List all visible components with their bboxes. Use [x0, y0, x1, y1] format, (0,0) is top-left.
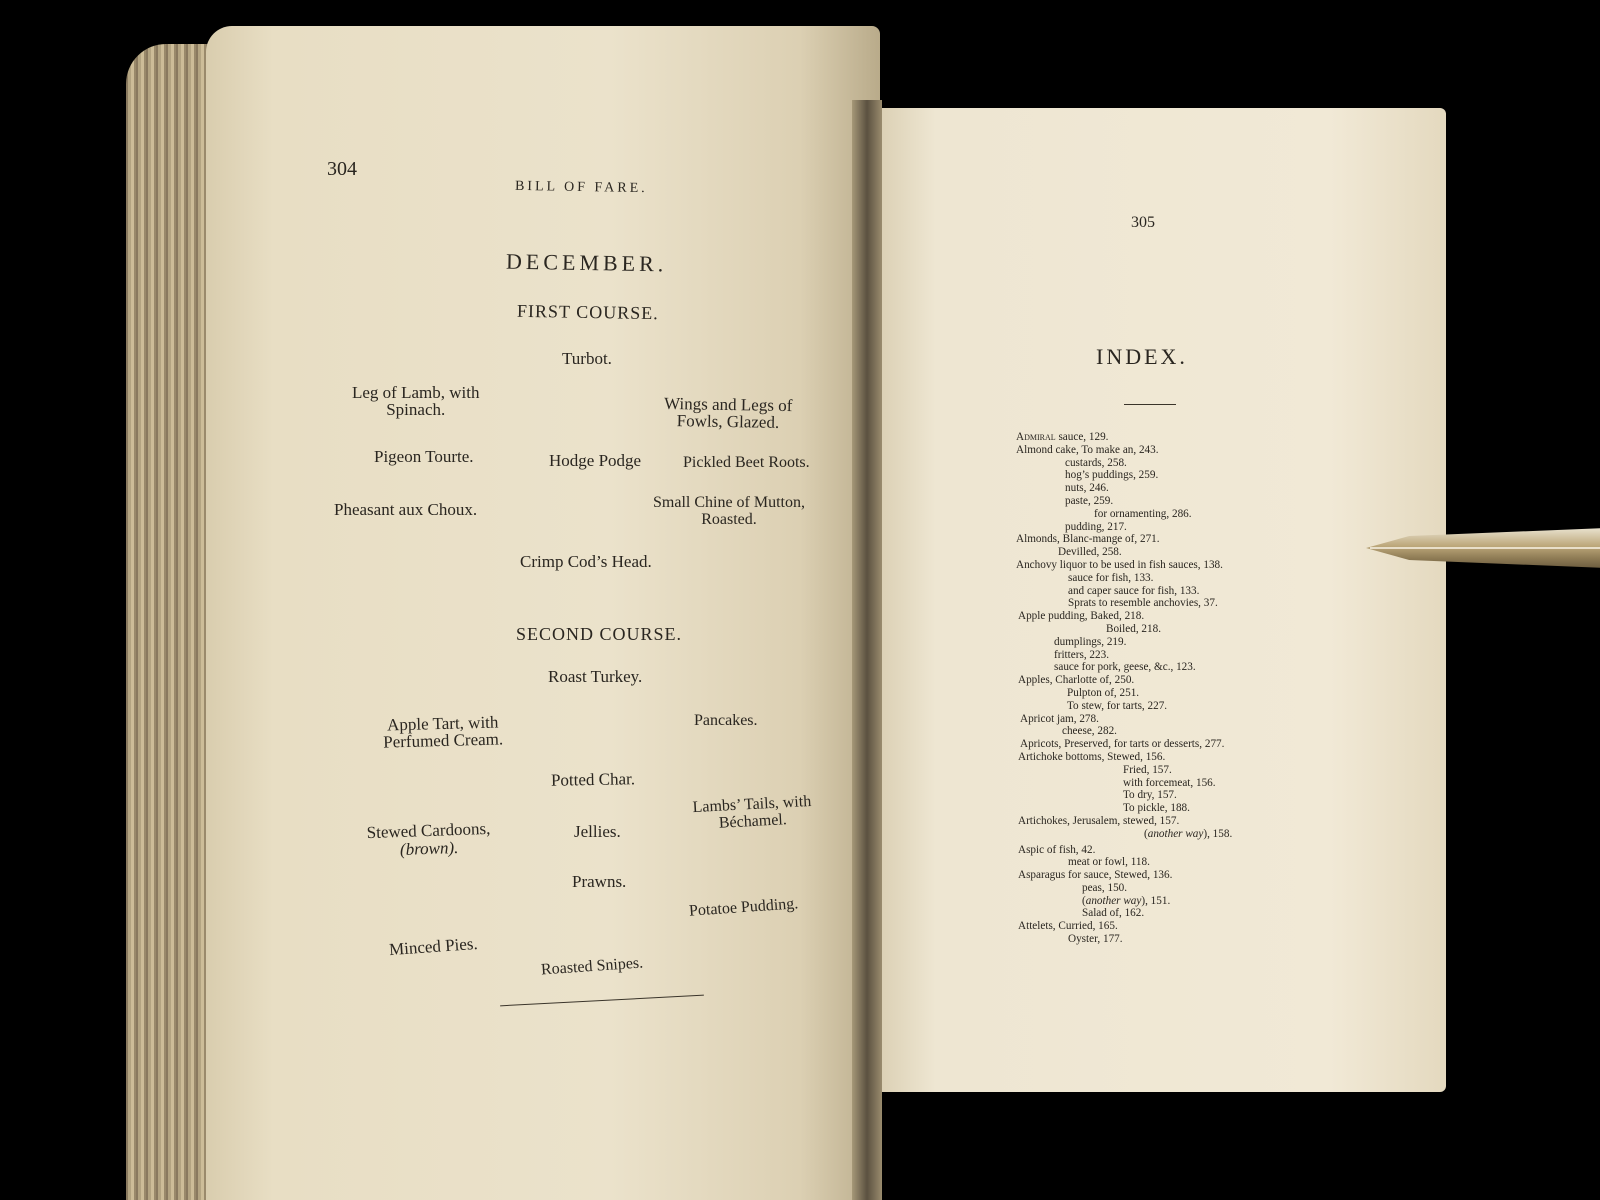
left-page-number: 304	[327, 158, 357, 180]
index-entry: for ornamenting, 286.	[1094, 507, 1192, 520]
index-italic: another way	[1085, 894, 1142, 907]
dish-apple-tart	[383, 713, 504, 750]
dish-pancakes: Pancakes.	[694, 712, 758, 729]
index-entry: hog’s puddings, 259.	[1065, 469, 1159, 482]
dish-roasted-snipes: Roasted Snipes.	[540, 954, 644, 979]
index-entry	[1016, 828, 1232, 841]
index-entry: dumplings, 219.	[1054, 635, 1127, 648]
index-entry: Attelets, Curried, 165.	[1018, 920, 1118, 933]
month-heading: DECEMBER.	[505, 248, 668, 277]
index-entry: Almond cake, To make an, 243.	[1016, 443, 1159, 456]
index-entry: Artichokes, Jerusalem, stewed, 157.	[1018, 814, 1180, 827]
dish-lambs-tails	[692, 793, 812, 833]
dish-potatoe-pudding: Potatoe Pudding.	[688, 895, 799, 920]
first-course-heading: FIRST COURSE.	[516, 300, 659, 324]
index-entry: and caper sauce for fish, 133.	[1068, 584, 1200, 597]
index-paren: (	[1082, 894, 1086, 907]
index-entry: pudding, 217.	[1065, 520, 1127, 533]
dish-line: Roasted.	[701, 511, 757, 528]
index-entry: Apricots, Preserved, for tarts or desserts, 277.	[1020, 738, 1225, 751]
index-entry: Fried, 157.	[1123, 763, 1172, 776]
index-entry: meat or fowl, 118.	[1068, 856, 1150, 869]
dish-roast-turkey: Roast Turkey.	[548, 667, 643, 686]
index-entry: Apple pudding, Baked, 218.	[1018, 610, 1145, 623]
dish-turbot: Turbot.	[562, 349, 612, 368]
dish-pickled-beet: Pickled Beet Roots.	[683, 454, 810, 471]
index-entry: Salad of, 162.	[1082, 907, 1145, 920]
index-entry	[1016, 895, 1232, 908]
second-course-heading: SECOND COURSE.	[516, 624, 683, 644]
index-paren: (	[1144, 827, 1148, 840]
dish-wings-and-legs	[664, 395, 793, 431]
dish-line: Béchamel.	[718, 811, 788, 832]
index-lead: Admiral	[1016, 431, 1056, 443]
dish-line: Fowls, Glazed.	[676, 411, 780, 432]
index-text: ), 158.	[1203, 827, 1233, 840]
dish-stewed-cardoons	[366, 820, 491, 860]
index-italic: another way	[1147, 827, 1204, 840]
dish-line: Apple Tart, with	[386, 712, 499, 735]
title-rule	[1124, 404, 1176, 405]
index-entry: Aspic of fish, 42.	[1018, 843, 1096, 856]
index-entry: custards, 258.	[1065, 456, 1127, 469]
book-gutter	[852, 100, 882, 1200]
dish-leg-of-lamb	[352, 384, 479, 418]
index-entry: Oyster, 177.	[1068, 933, 1123, 946]
dish-minced-pies: Minced Pies.	[388, 933, 479, 960]
index-entry: Asparagus for sauce, Stewed, 136.	[1018, 869, 1173, 882]
dish-jellies: Jellies.	[574, 822, 621, 841]
left-page	[206, 26, 880, 1200]
index-entry: Almonds, Blanc-mange of, 271.	[1016, 533, 1160, 546]
dish-line: Stewed Cardoons,	[366, 818, 491, 843]
index-entry: with forcemeat, 156.	[1123, 776, 1216, 789]
running-head: BILL OF FARE.	[514, 178, 648, 197]
index-entry: Apricot jam, 278.	[1020, 712, 1099, 725]
index-list	[1016, 431, 1232, 946]
index-entry: cheese, 282.	[1062, 725, 1117, 738]
index-entry: nuts, 246.	[1065, 482, 1109, 495]
dish-line: Leg of Lamb, with	[352, 383, 480, 402]
index-entry: Devilled, 258.	[1058, 546, 1122, 559]
index-entry: paste, 259.	[1065, 494, 1114, 507]
knife-edge-highlight	[1370, 547, 1600, 549]
index-entry: fritters, 223.	[1054, 648, 1109, 661]
dish-line: (brown).	[399, 837, 459, 860]
dish-prawns: Prawns.	[572, 872, 627, 891]
index-entry: sauce for fish, 133.	[1068, 571, 1154, 584]
index-text: sauce, 129.	[1055, 431, 1109, 443]
dish-pigeon-tourte: Pigeon Tourte.	[374, 447, 474, 466]
dish-line: Wings and Legs of	[663, 393, 793, 416]
index-entry: Boiled, 218.	[1106, 622, 1162, 635]
index-entry: Sprats to resemble anchovies, 37.	[1068, 597, 1218, 610]
index-entry: sauce for pork, geese, &c., 123.	[1054, 661, 1196, 674]
index-entry: Artichoke bottoms, Stewed, 156.	[1018, 750, 1166, 763]
dish-line: Small Chine of Mutton,	[653, 494, 805, 511]
dish-line: Spinach.	[386, 400, 446, 419]
dish-line: Perfumed Cream.	[382, 729, 504, 752]
index-entry: To stew, for tarts, 227.	[1067, 699, 1168, 712]
index-entry: Anchovy liquor to be used in fish sauces, 138.	[1016, 558, 1223, 571]
index-entry	[1016, 431, 1232, 444]
dish-line: Lambs’ Tails, with	[692, 792, 812, 817]
right-page-number: 305	[1131, 214, 1155, 231]
index-entry: To pickle, 188.	[1123, 802, 1190, 815]
index-entry: To dry, 157.	[1123, 789, 1177, 802]
index-entry: peas, 150.	[1082, 881, 1128, 894]
index-entry: Pulpton of, 251.	[1067, 686, 1140, 699]
dish-hodge-podge: Hodge Podge	[549, 451, 642, 470]
dish-crimp-cod: Crimp Cod’s Head.	[520, 552, 652, 571]
dish-potted-char: Potted Char.	[550, 769, 636, 790]
index-entry: Apples, Charlotte of, 250.	[1018, 674, 1135, 687]
index-text: ), 151.	[1141, 894, 1171, 907]
dish-chine-of-mutton	[653, 494, 805, 528]
dish-pheasant: Pheasant aux Choux.	[334, 500, 478, 519]
index-title: INDEX.	[1096, 344, 1188, 369]
